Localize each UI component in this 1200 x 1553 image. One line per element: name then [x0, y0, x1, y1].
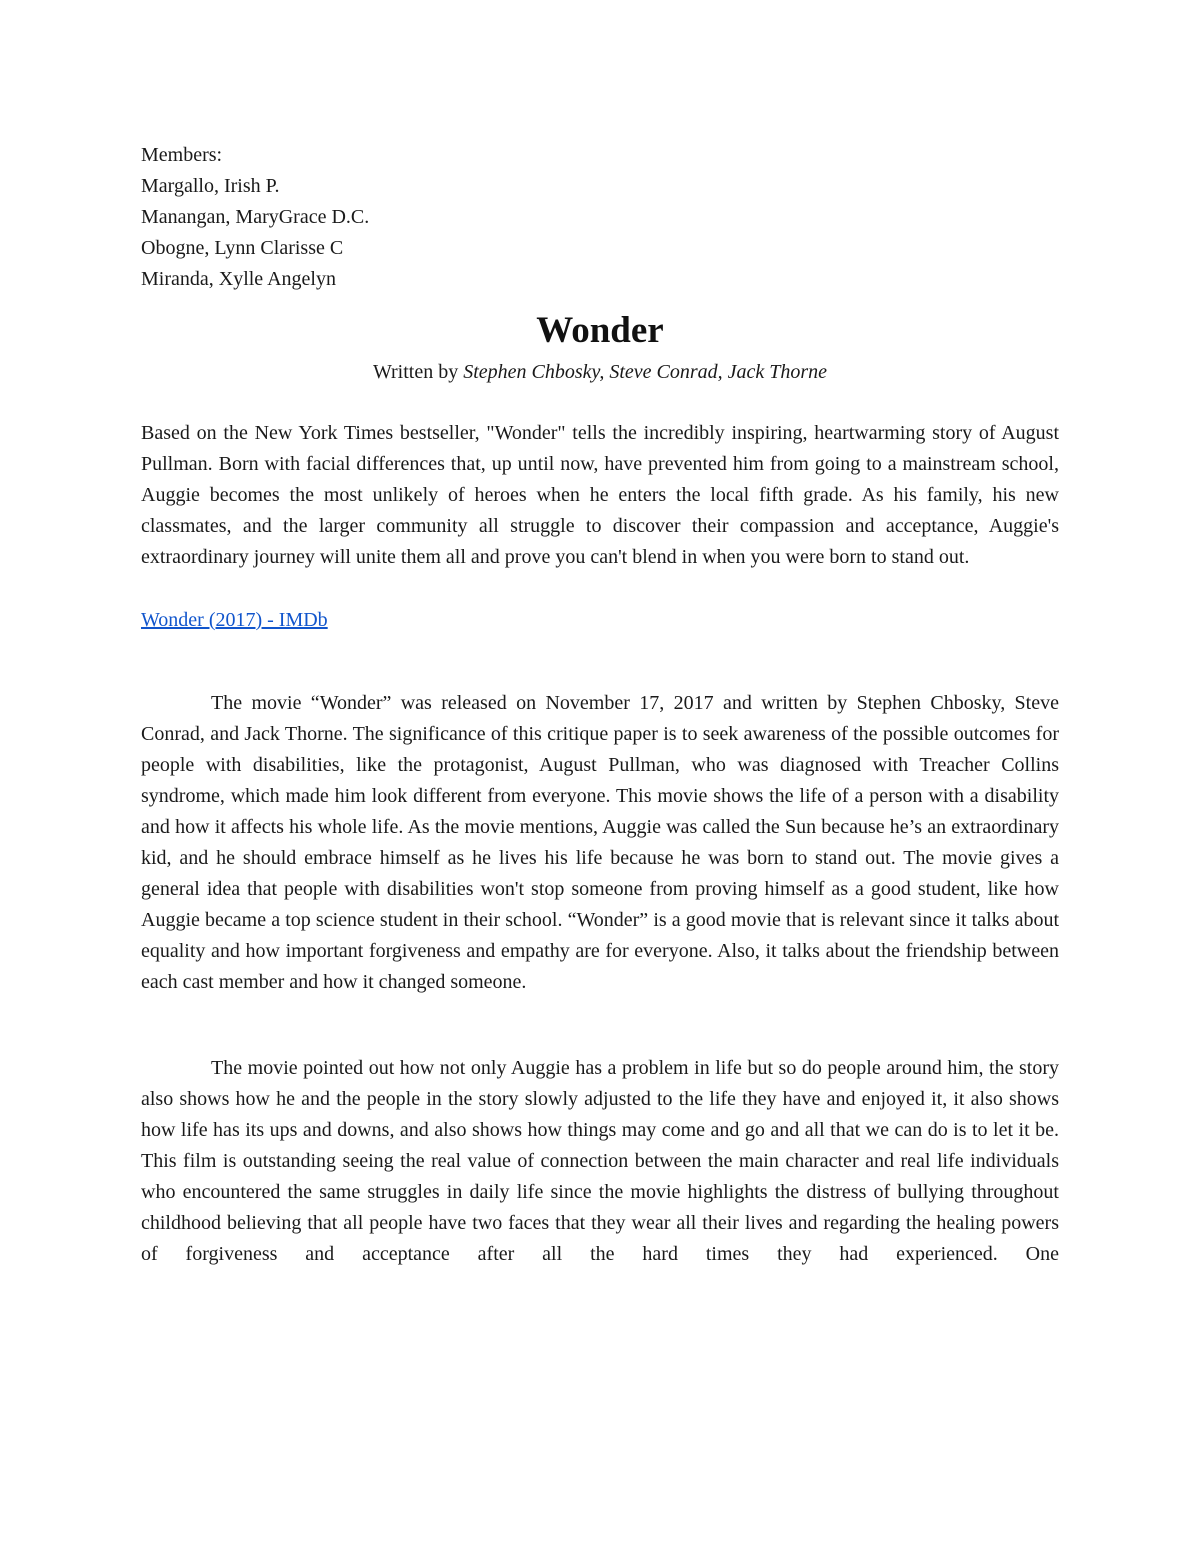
members-heading: Members:: [141, 144, 223, 166]
member-name: Miranda, Xylle Angelyn: [141, 268, 336, 290]
member-name: Manangan, MaryGrace D.C.: [141, 206, 370, 228]
member-name: Margallo, Irish P.: [141, 175, 280, 197]
imdb-link[interactable]: Wonder (2017) - IMDb: [141, 609, 328, 631]
body-paragraph-1: The movie “Wonder” was released on November 17, 2017 and written by Stephen Chbosky, Steve Conrad, and Jack Thorne. The significance of this critique paper is to seek awareness of the possible outcomes for people with disabilities, like the protagonist, August Pullman, who was diagnosed with Treacher Collins syndrome, which made him look different from everyone. This movie shows the life of a person with a disability and how it affects his whole life. As the movie mentions, Auggie was called the Sun because he’s an extraordinary kid, and he should embrace himself as he lives his life because he was born to stand out. The movie gives a general idea that people with disabilities won't stop someone from proving himself as a good student, like how Auggie became a top science student in their school. “Wonder” is a good movie that is relevant since it talks about equality and how important forgiveness and empathy are for everyone. Also, it talks about the friendship between each cast member and how it changed someone.: [141, 692, 1059, 993]
member-name: Obogne, Lynn Clarisse C: [141, 237, 344, 259]
byline: [141, 357, 1059, 388]
document-title: Wonder: [536, 310, 664, 351]
members-list: [141, 140, 1059, 295]
body-paragraph-2: The movie pointed out how not only Auggie has a problem in life but so do people around him, the story also shows how he and the people in the story slowly adjusted to the life they have and enjoyed it, it also shows how life has its ups and downs, and also shows how things may come and go and all that we can do is to let it be. This film is outstanding seeing the real value of connection between the main character and real life individuals who encountered the same struggles in daily life since the movie highlights the distress of bullying throughout childhood believing that all people have two faces that they wear all their lives and regarding the healing powers of forgiveness and acceptance after all the hard times they had experienced. One: [141, 1057, 1059, 1265]
byline-prefix: Written by: [372, 361, 464, 383]
byline-authors: Stephen Chbosky, Steve Conrad, Jack Thorne: [463, 361, 828, 383]
document-page: [141, 140, 1059, 1270]
link-line: [141, 605, 1059, 636]
synopsis-paragraph: Based on the New York Times bestseller, "Wonder" tells the incredibly inspiring, heartwarming story of August Pullman. Born with facial differences that, up until now, have prevented him from going to a mainstream school, Auggie becomes the most unlikely of heroes when he enters the local fifth grade. As his family, his new classmates, and the larger community all struggle to discover their compassion and acceptance, Auggie's extraordinary journey will unite them all and prove you can't blend in when you were born to stand out.: [141, 422, 1059, 568]
